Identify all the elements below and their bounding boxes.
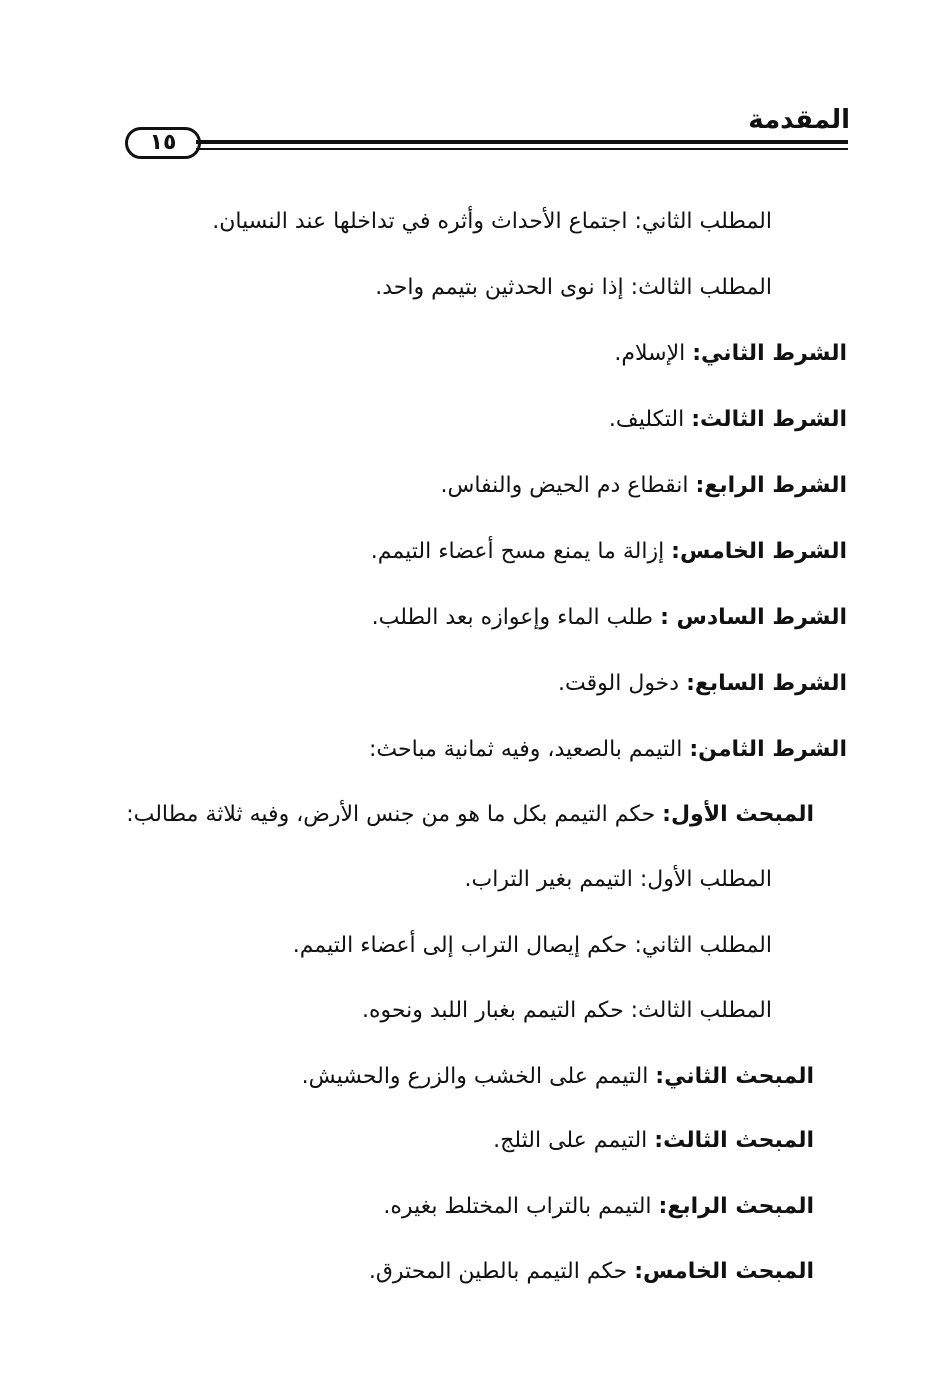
toc-line: المطلب الثاني: حكم إيصال التراب إلى أعضاء التيمم. xyxy=(292,933,772,958)
toc-line: الشرط الثاني: الإسلام. xyxy=(614,341,847,366)
toc-line: المطلب الثالث: حكم التيمم بغبار اللبد ونحوه. xyxy=(362,998,772,1023)
header-rule-thin xyxy=(196,148,848,150)
chapter-title: المقدمة xyxy=(748,105,850,135)
toc-line: الشرط الثامن: التيمم بالصعيد، وفيه ثمانية مباحث: xyxy=(369,737,847,762)
toc-line: الشرط الرابع: انقطاع دم الحيض والنفاس. xyxy=(440,473,847,498)
toc-line: المطلب الأول: التيمم بغير التراب. xyxy=(464,867,772,892)
toc-line: المبحث الثاني: التيمم على الخشب والزرع والحشيش. xyxy=(301,1064,814,1089)
toc-line: الشرط السابع: دخول الوقت. xyxy=(558,671,847,696)
toc-line: الشرط الخامس: إزالة ما يمنع مسح أعضاء التيمم. xyxy=(370,539,847,564)
page-number: ١٥ xyxy=(125,127,201,159)
toc-line: المطلب الثاني: اجتماع الأحداث وأثره في تداخلها عند النسيان. xyxy=(212,209,772,234)
toc-line: المطلب الثالث: إذا نوى الحدثين بتيمم واحد. xyxy=(375,275,772,300)
toc-line: المبحث الرابع: التيمم بالتراب المختلط بغيره. xyxy=(383,1194,814,1219)
toc-line: المبحث الخامس: حكم التيمم بالطين المحترق. xyxy=(368,1259,814,1284)
toc-line: المبحث الأول: حكم التيمم بكل ما هو من جنس الأرض، وفيه ثلاثة مطالب: xyxy=(126,802,814,827)
toc-line: الشرط السادس : طلب الماء وإعوازه بعد الطلب. xyxy=(371,605,847,630)
toc-line: الشرط الثالث: التكليف. xyxy=(608,407,847,432)
header-rule-thick xyxy=(196,140,848,144)
toc-line: المبحث الثالث: التيمم على الثلج. xyxy=(493,1128,814,1153)
